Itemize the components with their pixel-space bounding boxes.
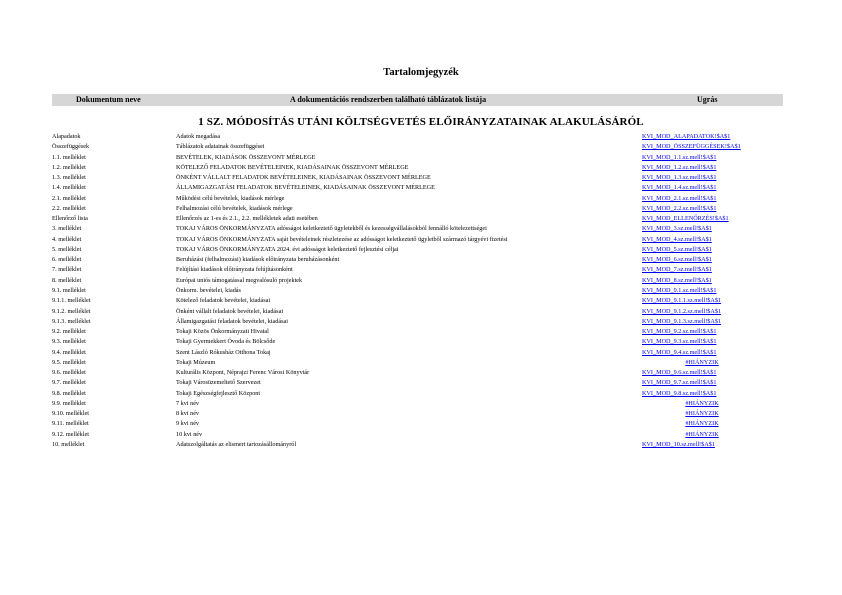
table-row [52,183,783,193]
document-name: 3. melléklet [52,225,82,233]
table-description: Táblázatok adatainak összefüggései [176,143,265,151]
document-name: 1.2. melléklet [52,163,86,171]
document-name: 2.1. melléklet [52,194,86,202]
jump-link[interactable]: KVI_MOD_8.sz.mell!$A$1 [642,276,712,284]
table-description: Adatszolgáltatás az elismert tartozásállományról [176,440,297,448]
table-row [52,194,783,204]
document-name: 1.3. melléklet [52,174,86,182]
table-description: ÖNKÉNT VÁLLALT FELADATOK BEVÉTELEINEK, KIADÁSAINAK ÖSSZEVONT MÉRLEGE [176,174,431,182]
table-row [52,286,783,296]
table-description: Tokaji Egészségfejlesztő Központ [176,389,261,397]
jump-link[interactable]: KVI_MOD_ÖSSZEFÜGGÉSEK!$A$1 [642,143,741,151]
table-description: Ellenőrzés az 1-es és 2.1., 2.2. mellékletek adati esetében [176,215,318,223]
table-row [52,419,783,429]
document-name: 9.12. melléklet [52,430,89,438]
document-name: 9.5. melléklet [52,358,86,366]
table-row [52,409,783,419]
table-row [52,358,783,368]
table-row [52,142,783,152]
document-name: 9.4. melléklet [52,348,86,356]
section-title: 1 SZ. MÓDOSÍTÁS UTÁNI KÖLTSÉGVETÉS ELŐIRÁNYZATAINAK ALAKULÁSÁRÓL [198,116,644,128]
table-row [52,173,783,183]
table-row [52,224,783,234]
table-description: Európai uniós támogatással megvalósuló projektek [176,276,303,284]
document-name: 4. melléklet [52,235,82,243]
jump-link[interactable]: KVI_MOD_9.4.sz.mell!$A$1 [642,348,717,356]
table-description: TOKAJ VÁROS ÖNKORMÁNYZATA adósságot keletkeztető ügyletekből és kezességvállalásokból fennálló kötelezettségei [176,225,487,233]
jump-link[interactable]: KVI_MOD_9.1.1.sz.mell!$A$1 [642,297,722,305]
jump-link[interactable]: KVI_MOD_2.1.sz.mell!$A$1 [642,194,717,202]
table-row [52,327,783,337]
jump-link[interactable]: #HIÁNYZIK [685,420,719,428]
page-title: Tartalomjegyzék [383,67,459,78]
table-description: Adatok megadása [176,133,221,140]
table-row [52,348,783,358]
jump-link[interactable]: KVI_MOD_ALAPADATOK!$A$1 [642,133,731,140]
jump-link[interactable]: KVI_MOD_9.6.sz.mell!$A$1 [642,369,717,377]
table-description: Felújítási kiadások előirányzata felújításonként [176,266,293,274]
table-row [52,337,783,347]
jump-link[interactable]: KVI_MOD_9.1.sz.mell!$A$1 [642,286,717,294]
document-name: Összefüggések [52,143,90,151]
document-name: 1.4. melléklet [52,184,86,192]
document-name: 9.1.2. melléklet [52,307,91,315]
table-description: KÖTELEZŐ FELADATOK BEVÉTELEINEK, KIADÁSAINAK ÖSSZEVONT MÉRLEGE [176,163,409,171]
table-description: Kulturális Központ, Néprajzi Ferenc Városi Könyvtár [176,369,310,377]
jump-link[interactable]: KVI_MOD_1.2.sz.mell!$A$1 [642,163,717,171]
jump-link[interactable]: KVI_MOD_9.1.3.sz.mell!$A$1 [642,317,722,325]
document-name: 9.11. melléklet [52,420,89,428]
table-header [52,94,783,106]
document-name: Ellenőrző lista [52,215,88,223]
document-name: 5. melléklet [52,245,82,253]
table-row [52,132,783,142]
table-description: 7 kvi név [176,399,200,407]
table-row [52,378,783,388]
table-description: 9 kvi név [176,420,200,428]
document-name: 8. melléklet [52,276,82,284]
document-name: 9.1.1. melléklet [52,297,91,305]
document-name: 9.3. melléklet [52,338,86,346]
jump-link[interactable]: KVI_MOD_3.sz.mell!$A$1 [642,225,712,233]
table-row [52,368,783,378]
table-description: TOKAJ VÁROS ÖNKORMÁNYZATA 2024. évi adósságot keletkeztető fejlesztési céljai [176,245,399,253]
table-description: Szent László Rókusház Otthona Tokaj [176,348,271,356]
jump-link[interactable]: KVI_MOD_2.2.sz.mell!$A$1 [642,204,717,212]
document-name: 6. melléklet [52,256,82,264]
document-name: 2.2. melléklet [52,204,86,212]
document-name: 9.2. melléklet [52,328,86,336]
document-name: 1.1. melléklet [52,153,86,161]
table-description: TOKAJ VÁROS ÖNKORMÁNYZATA saját bevételeinek részletezése az adósságot keletkeztető ügyletből származó tárgyévi fizetési [176,235,508,243]
header-table-list: A dokumentációs rendszerben található táblázatok listája [290,95,487,104]
table-description: Tokaji Múzeum [176,358,216,366]
jump-link[interactable]: KVI_MOD_9.8.sz.mell!$A$1 [642,389,717,397]
table-row [52,399,783,409]
table-description: Tokaji Városüzemeltető Szervezet [176,379,261,387]
table-description: 10 kvi név [176,430,203,438]
jump-link[interactable]: KVI_MOD_9.7.sz.mell!$A$1 [642,379,717,387]
table-row [52,389,783,399]
table-row [52,276,783,286]
jump-link[interactable]: KVI_MOD_ELLENŐRZÉS!$A$1 [642,215,729,223]
document-name: 9.7. melléklet [52,379,86,387]
jump-link[interactable]: KVI_MOD_1.1.sz.mell!$A$1 [642,153,717,161]
document-name: 9.8. melléklet [52,389,86,397]
header-document-name: Dokumentum neve [76,95,141,104]
table-row [52,430,783,440]
jump-link[interactable]: KVI_MOD_9.1.2.sz.mell!$A$1 [642,307,722,315]
table-row [52,245,783,255]
jump-link[interactable]: KVI_MOD_1.4.sz.mell!$A$1 [642,184,717,192]
table-description: Kötelező feladatok bevételei, kiadásai [176,297,271,305]
jump-link[interactable]: #HIÁNYZIK [685,430,719,438]
table-description: ÁLLAMIGAZGATÁSI FELADATOK BEVÉTELEINEK, KIADÁSAINAK ÖSSZEVONT MÉRLEGE [176,184,435,192]
document-name: Alapadatok [52,133,81,140]
jump-link[interactable]: #HIÁNYZIK [685,358,719,366]
table-row [52,440,783,450]
document-name: 10. melléklet [52,440,85,448]
jump-link[interactable]: KVI_MOD_4.sz.mell!$A$1 [642,235,712,243]
table-description: 8 kvi név [176,410,200,418]
jump-link[interactable]: KVI_MOD_1.3.sz.mell!$A$1 [642,174,717,182]
jump-link[interactable]: KVI_MOD_10.sz.mell!$A$1 [642,440,715,448]
table-row [52,214,783,224]
table-description: Működési célú bevételek, kiadások mérlege [176,194,285,202]
toc-table [52,132,783,450]
table-description: BEVÉTELEK, KIADÁSOK ÖSSZEVONT MÉRLEGE [176,153,316,161]
document-name: 9.10. melléklet [52,410,89,418]
document-name: 9.9. melléklet [52,399,86,407]
jump-link[interactable]: KVI_MOD_7.sz.mell!$A$1 [642,266,712,274]
document-name: 9.6. melléklet [52,369,86,377]
table-description: Önkorm. bevételei, kiadás [176,286,241,294]
table-row [52,255,783,265]
table-row [52,296,783,306]
table-row [52,163,783,173]
table-description: Önként vállalt feladatok bevételei, kiadásai [176,307,284,315]
table-row [52,204,783,214]
table-row [52,307,783,317]
table-row [52,317,783,327]
table-row [52,153,783,163]
document-name: 9.1.3. melléklet [52,317,91,325]
jump-link[interactable]: KVI_MOD_5.sz.mell!$A$1 [642,245,712,253]
jump-link[interactable]: KVI_MOD_9.2.sz.mell!$A$1 [642,328,717,336]
header-jump: Ugrás [697,95,718,104]
jump-link[interactable]: KVI_MOD_6.sz.mell!$A$1 [642,256,712,264]
table-description: Államigazgatási feladatok bevételei, kiadásai [176,317,289,325]
table-description: Felhalmozási célú bevételek, kiadások mérlege [176,204,293,212]
table-description: Tokaji Közös Önkormányzati Hivatal [176,328,269,336]
table-row [52,235,783,245]
table-row [52,265,783,275]
jump-link[interactable]: KVI_MOD_9.3.sz.mell!$A$1 [642,338,717,346]
document-name: 7. melléklet [52,266,82,274]
jump-link[interactable]: #HIÁNYZIK [685,410,719,418]
jump-link[interactable]: #HIÁNYZIK [685,399,719,407]
document-name: 9.1. melléklet [52,286,86,294]
table-description: Tokaji Gyermekkert Óvoda és Bölcsőde [176,338,276,346]
table-description: Beruházási (felhalmozási) kiadások előirányzata beruházásonként [176,256,340,264]
